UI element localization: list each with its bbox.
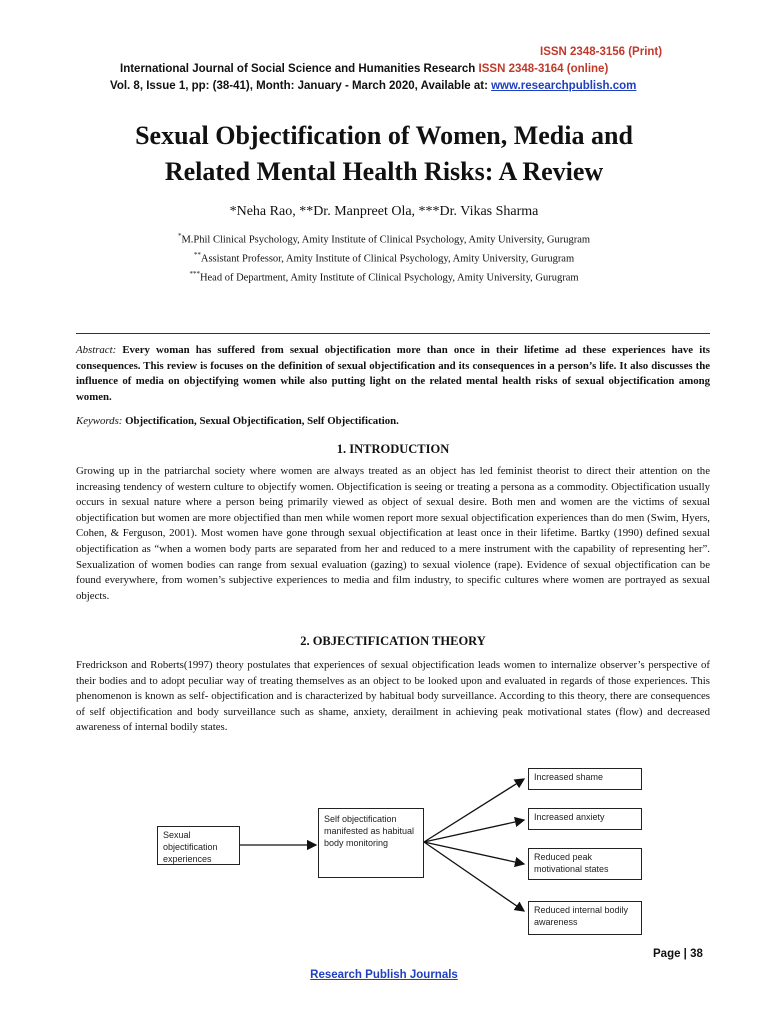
title-line-2: Related Mental Health Risks: A Review	[164, 157, 604, 186]
diagram-box-source: Sexual objectification experiences	[157, 826, 240, 865]
issn-print: ISSN 2348-3156 (Print)	[540, 46, 663, 58]
abstract-text: Every woman has suffered from sexual objectification more than once in their lifetime ad these experiences have its consequences. This review is focuses on the definition of sexual objectification and its consequences in a person’s life. It also discusses the influence of media on objectifying women while also putting light on the related mental health risks of sexual objectification among women.	[76, 344, 711, 403]
affiliation-mark: ***	[189, 270, 200, 278]
keywords-label: Keywords:	[76, 415, 123, 427]
diagram-box-outcome-1: Increased shame	[528, 768, 642, 790]
section-heading-introduction: 1. INTRODUCTION	[336, 442, 450, 456]
diagram-box-outcome-3: Reduced peak motivational states	[528, 848, 642, 880]
arrow-to-increased-shame	[424, 779, 524, 842]
objectification-theory-body: Fredrickson and Roberts(1997) theory postulates that experiences of sexual objectification leads women to internalize observer’s perspective of their bodies and to adopt peculiar way of treating themselves as an object to be looked upon and evaluated in regards of those experiences. This phenomenon is known as self- objectification and is characterized by habitual body surveillance. According to this theory, there are consequences of self objectification and body surveillance such as shame, anxiety, derailment in achieving peak motivational states (flow) and decreased awareness of internal bodily states.	[76, 659, 710, 734]
affiliation-text: Assistant Professor, Amity Institute of Clinical Psychology, Amity University, Gurugram	[200, 253, 575, 265]
keywords	[76, 414, 710, 430]
section-heading-objectification-theory: 2. OBJECTIFICATION THEORY	[300, 634, 486, 648]
affiliation-2	[60, 251, 708, 265]
paper-title	[60, 118, 708, 190]
arrow-to-reduced-peak	[424, 842, 524, 864]
arrow-to-reduced-awareness	[424, 842, 524, 911]
keywords-text: Objectification, Sexual Objectification, Self Objectification.	[125, 415, 399, 427]
affiliation-text: Head of Department, Amity Institute of Clinical Psychology, Amity University, Gurugram	[199, 272, 579, 284]
abstract-label: Abstract:	[76, 344, 117, 356]
journal-header	[120, 63, 608, 75]
volume-line	[110, 80, 636, 92]
diagram-box-middle: Self objectification manifested as habitual body monitoring	[318, 808, 424, 878]
affiliation-1	[60, 232, 708, 246]
abstract	[76, 343, 710, 405]
volume-info: Vol. 8, Issue 1, pp: (38-41), Month: January - March 2020, Available at:	[110, 80, 492, 92]
affiliation-text: M.Phil Clinical Psychology, Amity Institute of Clinical Psychology, Amity University, Gurugram	[181, 234, 591, 246]
affiliation-mark: *	[177, 232, 182, 240]
issn-online: ISSN 2348-3164 (online)	[478, 63, 609, 75]
journal-name: International Journal of Social Science and Humanities Research	[120, 63, 476, 75]
arrow-to-increased-anxiety	[424, 820, 524, 842]
affiliation-mark: **	[193, 251, 201, 259]
footer	[0, 965, 768, 983]
diagram-box-outcome-2: Increased anxiety	[528, 808, 642, 830]
abstract-divider	[76, 333, 710, 334]
publisher-link[interactable]: Research Publish Journals	[310, 969, 458, 981]
affiliation-3	[60, 270, 708, 284]
introduction-body: Growing up in the patriarchal society where women are always treated as an object has led feminist theorist to direct their attention on the increasing tendency of western culture to objectify women. Objectification is seeing or treating a persona as a commodity. Objectification usually occurs in sexual nature where a person being primarily viewed as object of sexual desire. Both men and women are the victims of sexual objectification but women are more objectified than men while women report more sexual objectification experiences than do men (Swim, Hyers, Cohen, & Ferguson, 2001). Most women have gone through sexual objectification at least once in their lifetime. Bartky (1990) defined sexual objectification as “when a women body parts are separated from her and reduced to a mere instrument with the capability of representing her”. Sexualization of women bodies can range from sexual evaluation (gazing) to sexual violence (rape). Evidence of sexual objectification can be found everywhere, from women’s subjective experiences to media and film industry, to specific cultures where women are portrayed as sexual objects.	[76, 465, 710, 602]
diagram-box-outcome-4: Reduced internal bodily awareness	[528, 901, 642, 935]
title-line-1: Sexual Objectification of Women, Media and	[135, 121, 633, 150]
page-number: Page | 38	[653, 948, 703, 960]
authors: *Neha Rao, **Dr. Manpreet Ola, ***Dr. Vikas Sharma	[229, 204, 539, 219]
journal-url-link[interactable]: www.researchpublish.com	[491, 80, 637, 92]
